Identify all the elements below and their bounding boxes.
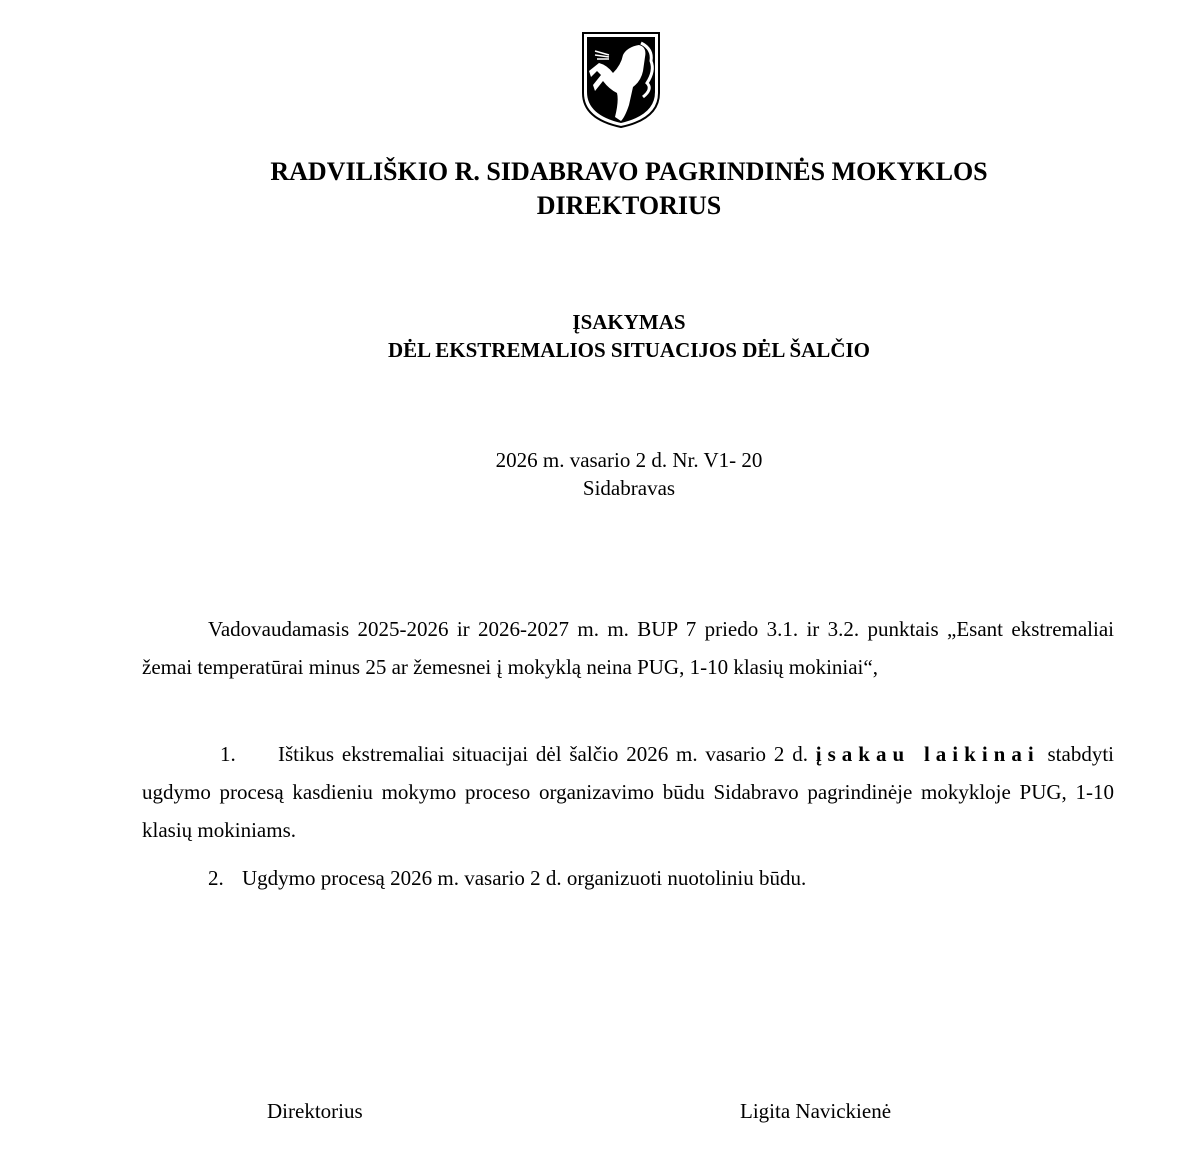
document-subject-title: DĖL EKSTREMALIOS SITUACIJOS DĖL ŠALČIO [388,338,870,362]
item-1-text-after: stabdyti ugdymo procesą kasdieniu mokymo proceso organizavimo būdu Sidabravo pagrindinėje mokykloje PUG, 1-10 klasių mokiniams. [142,742,1114,842]
place-name: Sidabravas [582,476,676,500]
signature-position: Direktorius [267,1099,363,1123]
school-name-heading: RADVILIŠKIO R. SIDABRAVO PAGRINDINĖS MOKYKLOS [270,157,988,186]
intro-paragraph: Vadovaudamasis 2025-2026 ir 2026-2027 m. m. BUP 7 priedo 3.1. ir 3.2. punktais „Esant ekstremaliai žemai temperatūrai minus 25 ar žemesnei į mokyklą neina PUG, 1-10 klasių mokiniai“, [142,617,1114,679]
director-heading: DIREKTORIUS [536,191,722,220]
item-2-text: Ugdymo procesą 2026 m. vasario 2 d. organizuoti nuotoliniu būdu. [242,866,807,890]
item-1-number: 1. [220,742,236,766]
date-and-number: 2026 m. vasario 2 d. Nr. V1- 20 [495,448,763,472]
order-item-2 [142,859,1114,897]
item-2-number: 2. [208,866,224,890]
signature-name: Ligita Navickienė [740,1099,892,1123]
item-1-emphasis: įsakau laikinai [815,742,1040,766]
item-1-text-before: Ištikus ekstremaliai situacijai dėl šalčio 2026 m. vasario 2 d. [278,742,816,766]
document-type-title: ĮSAKYMAS [572,310,686,334]
order-item-1 [142,735,1114,849]
horse-coat-of-arms-icon [581,31,661,129]
